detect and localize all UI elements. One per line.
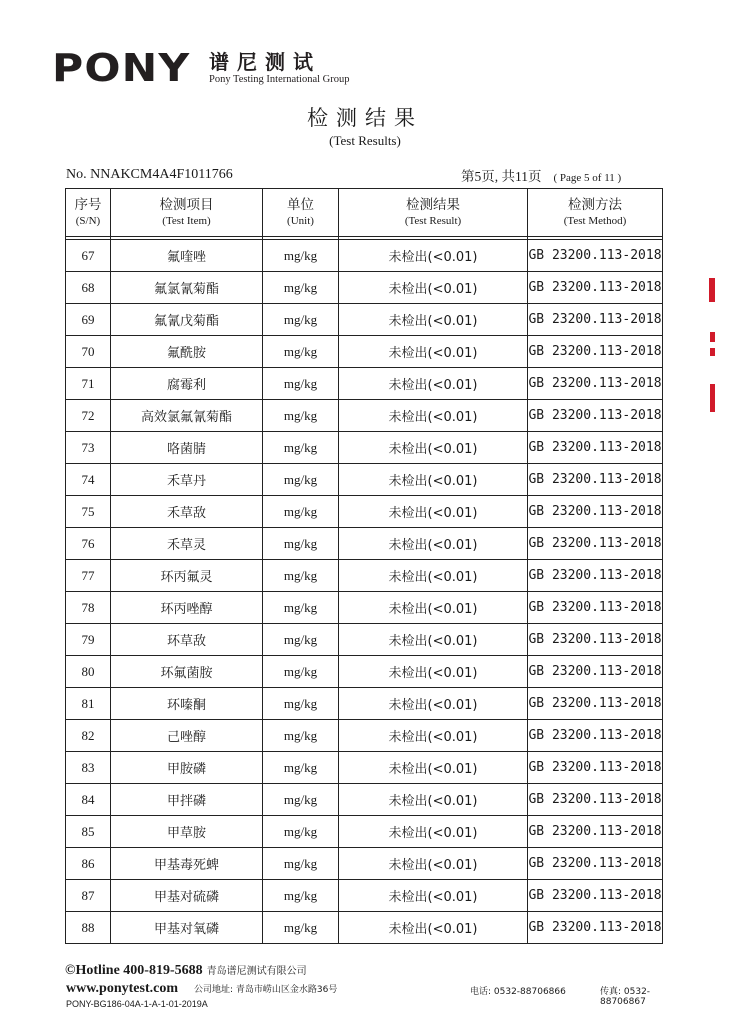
cell-result: 未检出(<0.01) [339, 592, 528, 624]
header-result-en: (Test Result) [404, 215, 462, 227]
cell-sn: 73 [66, 432, 111, 464]
report-number: No. NNAKCM4A4F1011766 [66, 167, 233, 182]
cell-result: 未检出(<0.01) [339, 784, 528, 816]
header-method-cn: 检测方法 [568, 197, 622, 213]
cell-unit: mg/kg [263, 592, 339, 624]
cell-method: GB 23200.113-2018 [528, 784, 663, 816]
cell-item: 禾草丹 [111, 464, 263, 496]
header-item-en: (Test Item) [162, 215, 211, 227]
cell-method: GB 23200.113-2018 [528, 336, 663, 368]
cell-item: 咯菌腈 [111, 432, 263, 464]
cell-unit: mg/kg [263, 368, 339, 400]
header-result [339, 189, 528, 237]
cell-method: GB 23200.113-2018 [528, 368, 663, 400]
table-row [66, 528, 663, 560]
cell-unit: mg/kg [263, 432, 339, 464]
cell-sn: 79 [66, 624, 111, 656]
cell-item: 禾草灵 [111, 528, 263, 560]
cell-unit: mg/kg [263, 464, 339, 496]
telephone: 电话: 0532-88706866 [470, 987, 566, 997]
red-seal-edge-mark [707, 276, 717, 426]
cell-sn: 70 [66, 336, 111, 368]
table-row [66, 400, 663, 432]
cell-result: 未检出(<0.01) [339, 336, 528, 368]
table-header-row [66, 189, 663, 237]
cell-sn: 82 [66, 720, 111, 752]
cell-method: GB 23200.113-2018 [528, 304, 663, 336]
cell-result: 未检出(<0.01) [339, 528, 528, 560]
cell-method: GB 23200.113-2018 [528, 464, 663, 496]
cell-item: 甲基对硫磷 [111, 880, 263, 912]
table-row [66, 848, 663, 880]
page-indicator-en: ( Page 5 of 11 ) [553, 172, 622, 184]
cell-result: 未检出(<0.01) [339, 432, 528, 464]
cell-sn: 80 [66, 656, 111, 688]
cell-result: 未检出(<0.01) [339, 912, 528, 944]
cell-method: GB 23200.113-2018 [528, 688, 663, 720]
cell-unit: mg/kg [263, 656, 339, 688]
cell-result: 未检出(<0.01) [339, 688, 528, 720]
cell-method: GB 23200.113-2018 [528, 816, 663, 848]
cell-sn: 81 [66, 688, 111, 720]
table-row [66, 336, 663, 368]
page-indicator-cn: 第5页, 共11页 [461, 169, 542, 184]
cell-unit: mg/kg [263, 912, 339, 944]
cell-sn: 76 [66, 528, 111, 560]
cell-unit: mg/kg [263, 880, 339, 912]
cell-item: 禾草敌 [111, 496, 263, 528]
cell-sn: 71 [66, 368, 111, 400]
cell-result: 未检出(<0.01) [339, 848, 528, 880]
cell-result: 未检出(<0.01) [339, 560, 528, 592]
table-row [66, 592, 663, 624]
cell-sn: 78 [66, 592, 111, 624]
pony-logo [52, 46, 191, 90]
page-subtitle: (Test Results) [329, 133, 401, 148]
cell-item: 腐霉利 [111, 368, 263, 400]
cell-method: GB 23200.113-2018 [528, 560, 663, 592]
cell-unit: mg/kg [263, 624, 339, 656]
cell-sn: 69 [66, 304, 111, 336]
cell-sn: 68 [66, 272, 111, 304]
table-row [66, 880, 663, 912]
header-sn-en: (S/N) [75, 215, 101, 227]
cell-result: 未检出(<0.01) [339, 368, 528, 400]
header-unit-en: (Unit) [287, 215, 314, 227]
table-row [66, 624, 663, 656]
header-method-en: (Test Method) [563, 215, 627, 227]
cell-item: 环嗪酮 [111, 688, 263, 720]
page-indicator [461, 165, 621, 185]
cell-result: 未检出(<0.01) [339, 240, 528, 272]
cell-sn: 72 [66, 400, 111, 432]
cell-method: GB 23200.113-2018 [528, 880, 663, 912]
header-unit [263, 189, 339, 237]
cell-unit: mg/kg [263, 784, 339, 816]
cell-method: GB 23200.113-2018 [528, 720, 663, 752]
logo-english-name: Pony Testing International Group [209, 74, 350, 85]
cell-unit: mg/kg [263, 720, 339, 752]
cell-item: 环丙氟灵 [111, 560, 263, 592]
cell-item: 氟氰戊菊酯 [111, 304, 263, 336]
footer-hotline-line [65, 962, 307, 979]
cell-unit: mg/kg [263, 272, 339, 304]
cell-unit: mg/kg [263, 240, 339, 272]
table-row [66, 656, 663, 688]
results-table [65, 188, 663, 944]
logo-text-block [209, 50, 350, 86]
cell-sn: 85 [66, 816, 111, 848]
header-item-cn: 检测项目 [159, 197, 214, 213]
cell-unit: mg/kg [263, 304, 339, 336]
cell-item: 高效氯氟氰菊酯 [111, 400, 263, 432]
cell-method: GB 23200.113-2018 [528, 624, 663, 656]
company-address: 公司地址: 青岛市崂山区金水路36号 [194, 985, 338, 995]
header-method [528, 189, 663, 237]
cell-method: GB 23200.113-2018 [528, 272, 663, 304]
cell-sn: 74 [66, 464, 111, 496]
cell-sn: 77 [66, 560, 111, 592]
header-sn [66, 189, 111, 237]
cell-result: 未检出(<0.01) [339, 464, 528, 496]
cell-result: 未检出(<0.01) [339, 400, 528, 432]
header-item [111, 189, 263, 237]
table-row [66, 688, 663, 720]
cell-result: 未检出(<0.01) [339, 816, 528, 848]
cell-sn: 86 [66, 848, 111, 880]
company-name: 青岛谱尼测试有限公司 [206, 966, 307, 977]
cell-item: 己唑醇 [111, 720, 263, 752]
hotline-text: ©Hotline 400-819-5688 [65, 963, 203, 978]
cell-unit: mg/kg [263, 528, 339, 560]
table-row [66, 720, 663, 752]
cell-unit: mg/kg [263, 336, 339, 368]
table-row [66, 464, 663, 496]
fax: 传真: 0532-88706867 [600, 987, 651, 1007]
cell-item: 甲拌磷 [111, 784, 263, 816]
cell-method: GB 23200.113-2018 [528, 752, 663, 784]
table-row [66, 816, 663, 848]
cell-item: 甲基对氧磷 [111, 912, 263, 944]
cell-unit: mg/kg [263, 496, 339, 528]
document-code: PONY-BG186-04A-1-A-1-01-2019A [66, 999, 208, 1009]
cell-method: GB 23200.113-2018 [528, 240, 663, 272]
cell-result: 未检出(<0.01) [339, 304, 528, 336]
website-link[interactable]: www.ponytest.com [66, 981, 178, 996]
cell-method: GB 23200.113-2018 [528, 912, 663, 944]
cell-unit: mg/kg [263, 752, 339, 784]
cell-sn: 67 [66, 240, 111, 272]
cell-result: 未检出(<0.01) [339, 272, 528, 304]
cell-unit: mg/kg [263, 400, 339, 432]
header-unit-cn: 单位 [287, 197, 314, 213]
cell-item: 甲草胺 [111, 816, 263, 848]
table-row [66, 784, 663, 816]
cell-result: 未检出(<0.01) [339, 752, 528, 784]
table-row [66, 912, 663, 944]
cell-result: 未检出(<0.01) [339, 880, 528, 912]
cell-unit: mg/kg [263, 848, 339, 880]
cell-unit: mg/kg [263, 560, 339, 592]
cell-item: 环草敌 [111, 624, 263, 656]
table-row [66, 368, 663, 400]
cell-result: 未检出(<0.01) [339, 624, 528, 656]
cell-method: GB 23200.113-2018 [528, 400, 663, 432]
logo-wordmark: PONY [52, 46, 191, 90]
table-row [66, 304, 663, 336]
cell-method: GB 23200.113-2018 [528, 592, 663, 624]
cell-sn: 75 [66, 496, 111, 528]
table-row [66, 496, 663, 528]
cell-method: GB 23200.113-2018 [528, 656, 663, 688]
header-sn-cn: 序号 [74, 197, 102, 213]
cell-unit: mg/kg [263, 816, 339, 848]
page-title: 检测结果 [307, 106, 423, 130]
cell-result: 未检出(<0.01) [339, 496, 528, 528]
logo-chinese-name: 谱尼测试 [209, 50, 321, 74]
cell-result: 未检出(<0.01) [339, 720, 528, 752]
cell-sn: 84 [66, 784, 111, 816]
cell-item: 氟酰胺 [111, 336, 263, 368]
cell-item: 甲基毒死蜱 [111, 848, 263, 880]
table-row [66, 560, 663, 592]
table-row [66, 240, 663, 272]
header-result-cn: 检测结果 [406, 197, 460, 213]
cell-sn: 87 [66, 880, 111, 912]
cell-result: 未检出(<0.01) [339, 656, 528, 688]
cell-item: 氟氯氰菊酯 [111, 272, 263, 304]
cell-method: GB 23200.113-2018 [528, 848, 663, 880]
table-row [66, 432, 663, 464]
cell-item: 环氟菌胺 [111, 656, 263, 688]
cell-method: GB 23200.113-2018 [528, 496, 663, 528]
table-row [66, 272, 663, 304]
cell-method: GB 23200.113-2018 [528, 432, 663, 464]
cell-unit: mg/kg [263, 688, 339, 720]
cell-sn: 83 [66, 752, 111, 784]
cell-sn: 88 [66, 912, 111, 944]
cell-item: 氟喹唑 [111, 240, 263, 272]
cell-item: 环丙唑醇 [111, 592, 263, 624]
table-row [66, 752, 663, 784]
cell-item: 甲胺磷 [111, 752, 263, 784]
cell-method: GB 23200.113-2018 [528, 528, 663, 560]
